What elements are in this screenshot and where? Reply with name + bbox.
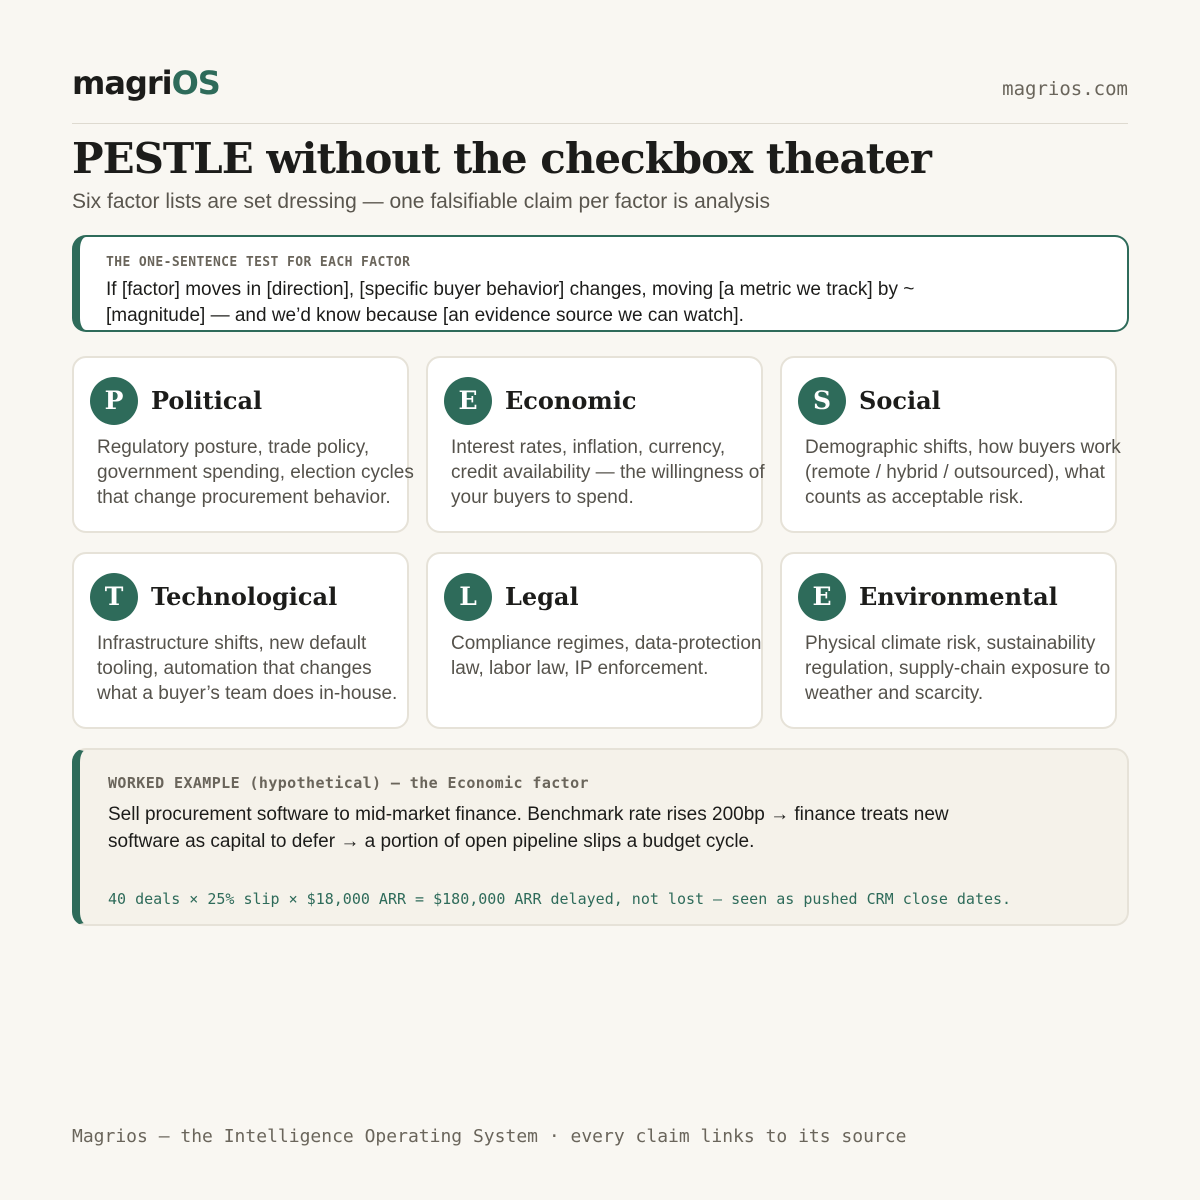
factor-title: Environmental <box>859 582 1058 611</box>
factor-description: Demographic shifts, how buyers work (remote / hybrid / outsourced), what counts as acceptable risk. <box>805 437 1121 508</box>
page-title: PESTLE without the checkbox theater <box>72 134 931 183</box>
factor-card-technological <box>72 552 409 729</box>
worked-example-callout <box>72 748 1129 926</box>
factor-letter-badge: L <box>444 573 492 621</box>
page-header <box>72 64 1128 124</box>
factor-description: Interest rates, inflation, currency, credit availability — the willingness of your buyers to spend. <box>451 437 765 508</box>
factor-description: Physical climate risk, sustainability regulation, supply-chain exposure to weather and scarcity. <box>805 633 1111 704</box>
test-label: THE ONE-SENTENCE TEST FOR EACH FACTOR <box>106 255 411 270</box>
factor-card-political <box>72 356 414 533</box>
factor-card-environmental <box>780 552 1117 729</box>
factor-title: Technological <box>151 582 338 611</box>
factor-letter-badge: S <box>798 377 846 425</box>
factor-card-legal <box>426 552 763 729</box>
magrios-logo[interactable] <box>72 64 220 102</box>
factor-title: Social <box>859 386 941 415</box>
logo-accent-text: OS <box>171 64 220 102</box>
example-formula: 40 deals × 25% slip × $18,000 ARR = $180,000 ARR delayed, not lost — seen as pushed CRM close dates. <box>108 890 1012 908</box>
site-link[interactable]: magrios.com <box>1002 78 1128 100</box>
test-sentence: If [factor] moves in [direction], [specific buyer behavior] changes, moving [a metric we track] by ~[magnitude] — and we’d know because [an evidence source we can watch]. <box>106 279 915 326</box>
factor-title: Economic <box>505 386 637 415</box>
factor-description: Infrastructure shifts, new default tooling, automation that changes what a buyer’s team does in-house. <box>97 633 398 704</box>
one-sentence-test-callout <box>72 235 1129 332</box>
factor-letter-badge: T <box>90 573 138 621</box>
example-label: WORKED EXAMPLE (hypothetical) — the Economic factor <box>108 774 589 792</box>
factor-letter-badge: P <box>90 377 138 425</box>
page-subtitle: Six factor lists are set dressing — one falsifiable claim per factor is analysis <box>72 190 770 213</box>
logo-main-text: magri <box>72 64 172 102</box>
factor-card-social <box>780 356 1121 533</box>
factor-card-economic <box>426 356 763 533</box>
factor-title: Political <box>151 386 263 415</box>
factor-letter-badge: E <box>444 377 492 425</box>
example-text: Sell procurement software to mid-market finance. Benchmark rate rises 200bp → finance treats new software as capital to defer → a portion of open pipeline slips a budget cycle. <box>108 804 949 852</box>
factor-description: Regulatory posture, trade policy, government spending, election cycles that change procurement behavior. <box>97 437 414 508</box>
factor-letter-badge: E <box>798 573 846 621</box>
factor-description: Compliance regimes, data-protection law, labor law, IP enforcement. <box>451 633 762 679</box>
page-footer: Magrios — the Intelligence Operating System · every claim links to its source <box>72 1126 907 1147</box>
factor-title: Legal <box>505 582 579 611</box>
